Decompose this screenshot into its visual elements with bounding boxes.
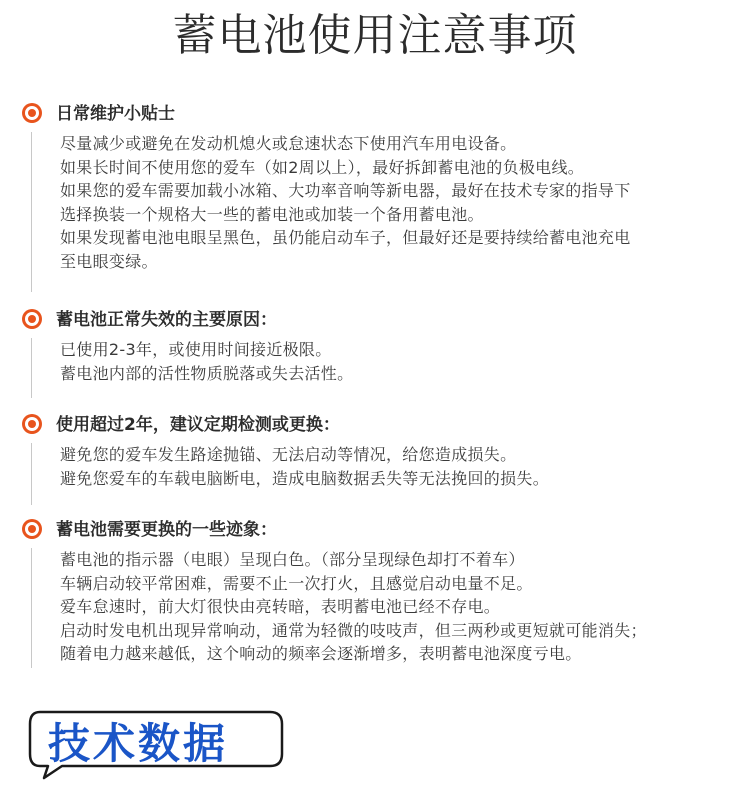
text-line: 尽量减少或避免在发动机熄火或怠速状态下使用汽车用电设备。 [60,134,517,153]
target-bullet-icon [22,414,42,434]
section-body [31,443,731,505]
section-header [22,102,732,128]
text-line: 车辆启动较平常困难，需要不止一次打火，且感觉启动电量不足。 [60,573,533,593]
target-bullet-icon [22,519,42,539]
section-body [31,338,731,398]
text-line: 至电眼变绿。 [60,251,158,271]
text-line: 选择换装一个规格大一些的蓄电池或加装一个备用蓄电池。 [60,204,484,224]
section-replacement-signs [22,518,732,663]
text-line: 已使用2-3年，或使用时间接近极限。 [60,340,332,359]
section-daily-maintenance [22,102,732,271]
section-periodic-check [22,413,732,488]
target-bullet-icon [22,309,42,329]
text-line: 如果长时间不使用您的爱车（如2周以上），最好拆卸蓄电池的负极电线。 [60,157,585,177]
section-body [31,548,731,668]
text-line: 随着电力越来越低，这个响动的频率会逐渐增多，表明蓄电池深度亏电。 [60,644,582,663]
tech-data-title: 技术数据 [48,719,229,768]
text-line: 避免您爱车的车载电脑断电，造成电脑数据丢失等无法挽回的损失。 [60,468,550,488]
section-header [22,308,732,334]
text-line: 蓄电池内部的活性物质脱落或失去活性。 [60,363,354,383]
text-line: 避免您的爱车发生路途抛锚、无法启动等情况，给您造成损失。 [60,445,517,464]
section-heading: 使用超过2年，建议定期检测或更换： [56,415,340,435]
text-line: 蓄电池的指示器（电眼）呈现白色。（部分呈现绿色却打不着车） [60,550,525,569]
section-heading: 蓄电池需要更换的一些迹象： [56,520,277,540]
section-heading: 日常维护小贴士 [56,104,175,124]
tech-data-badge [26,708,288,782]
text-line: 启动时发电机出现异常响动，通常为轻微的吱吱声，但三两秒或更短就可能消失； [60,620,647,640]
section-heading: 蓄电池正常失效的主要原因： [56,310,277,330]
page-title: 蓄电池使用注意事项 [172,10,578,61]
text-line: 如果您的爱车需要加载小冰箱、大功率音响等新电器，最好在技术专家的指导下 [60,181,631,200]
text-line: 爱车怠速时，前大灯很快由亮转暗，表明蓄电池已经不存电。 [60,597,501,616]
section-body [31,132,731,292]
text-line: 如果发现蓄电池电眼呈黑色，虽仍能启动车子，但最好还是要持续给蓄电池充电 [60,228,631,247]
section-header [22,413,732,439]
section-header [22,518,732,544]
section-failure-causes [22,308,732,383]
target-bullet-icon [22,103,42,123]
